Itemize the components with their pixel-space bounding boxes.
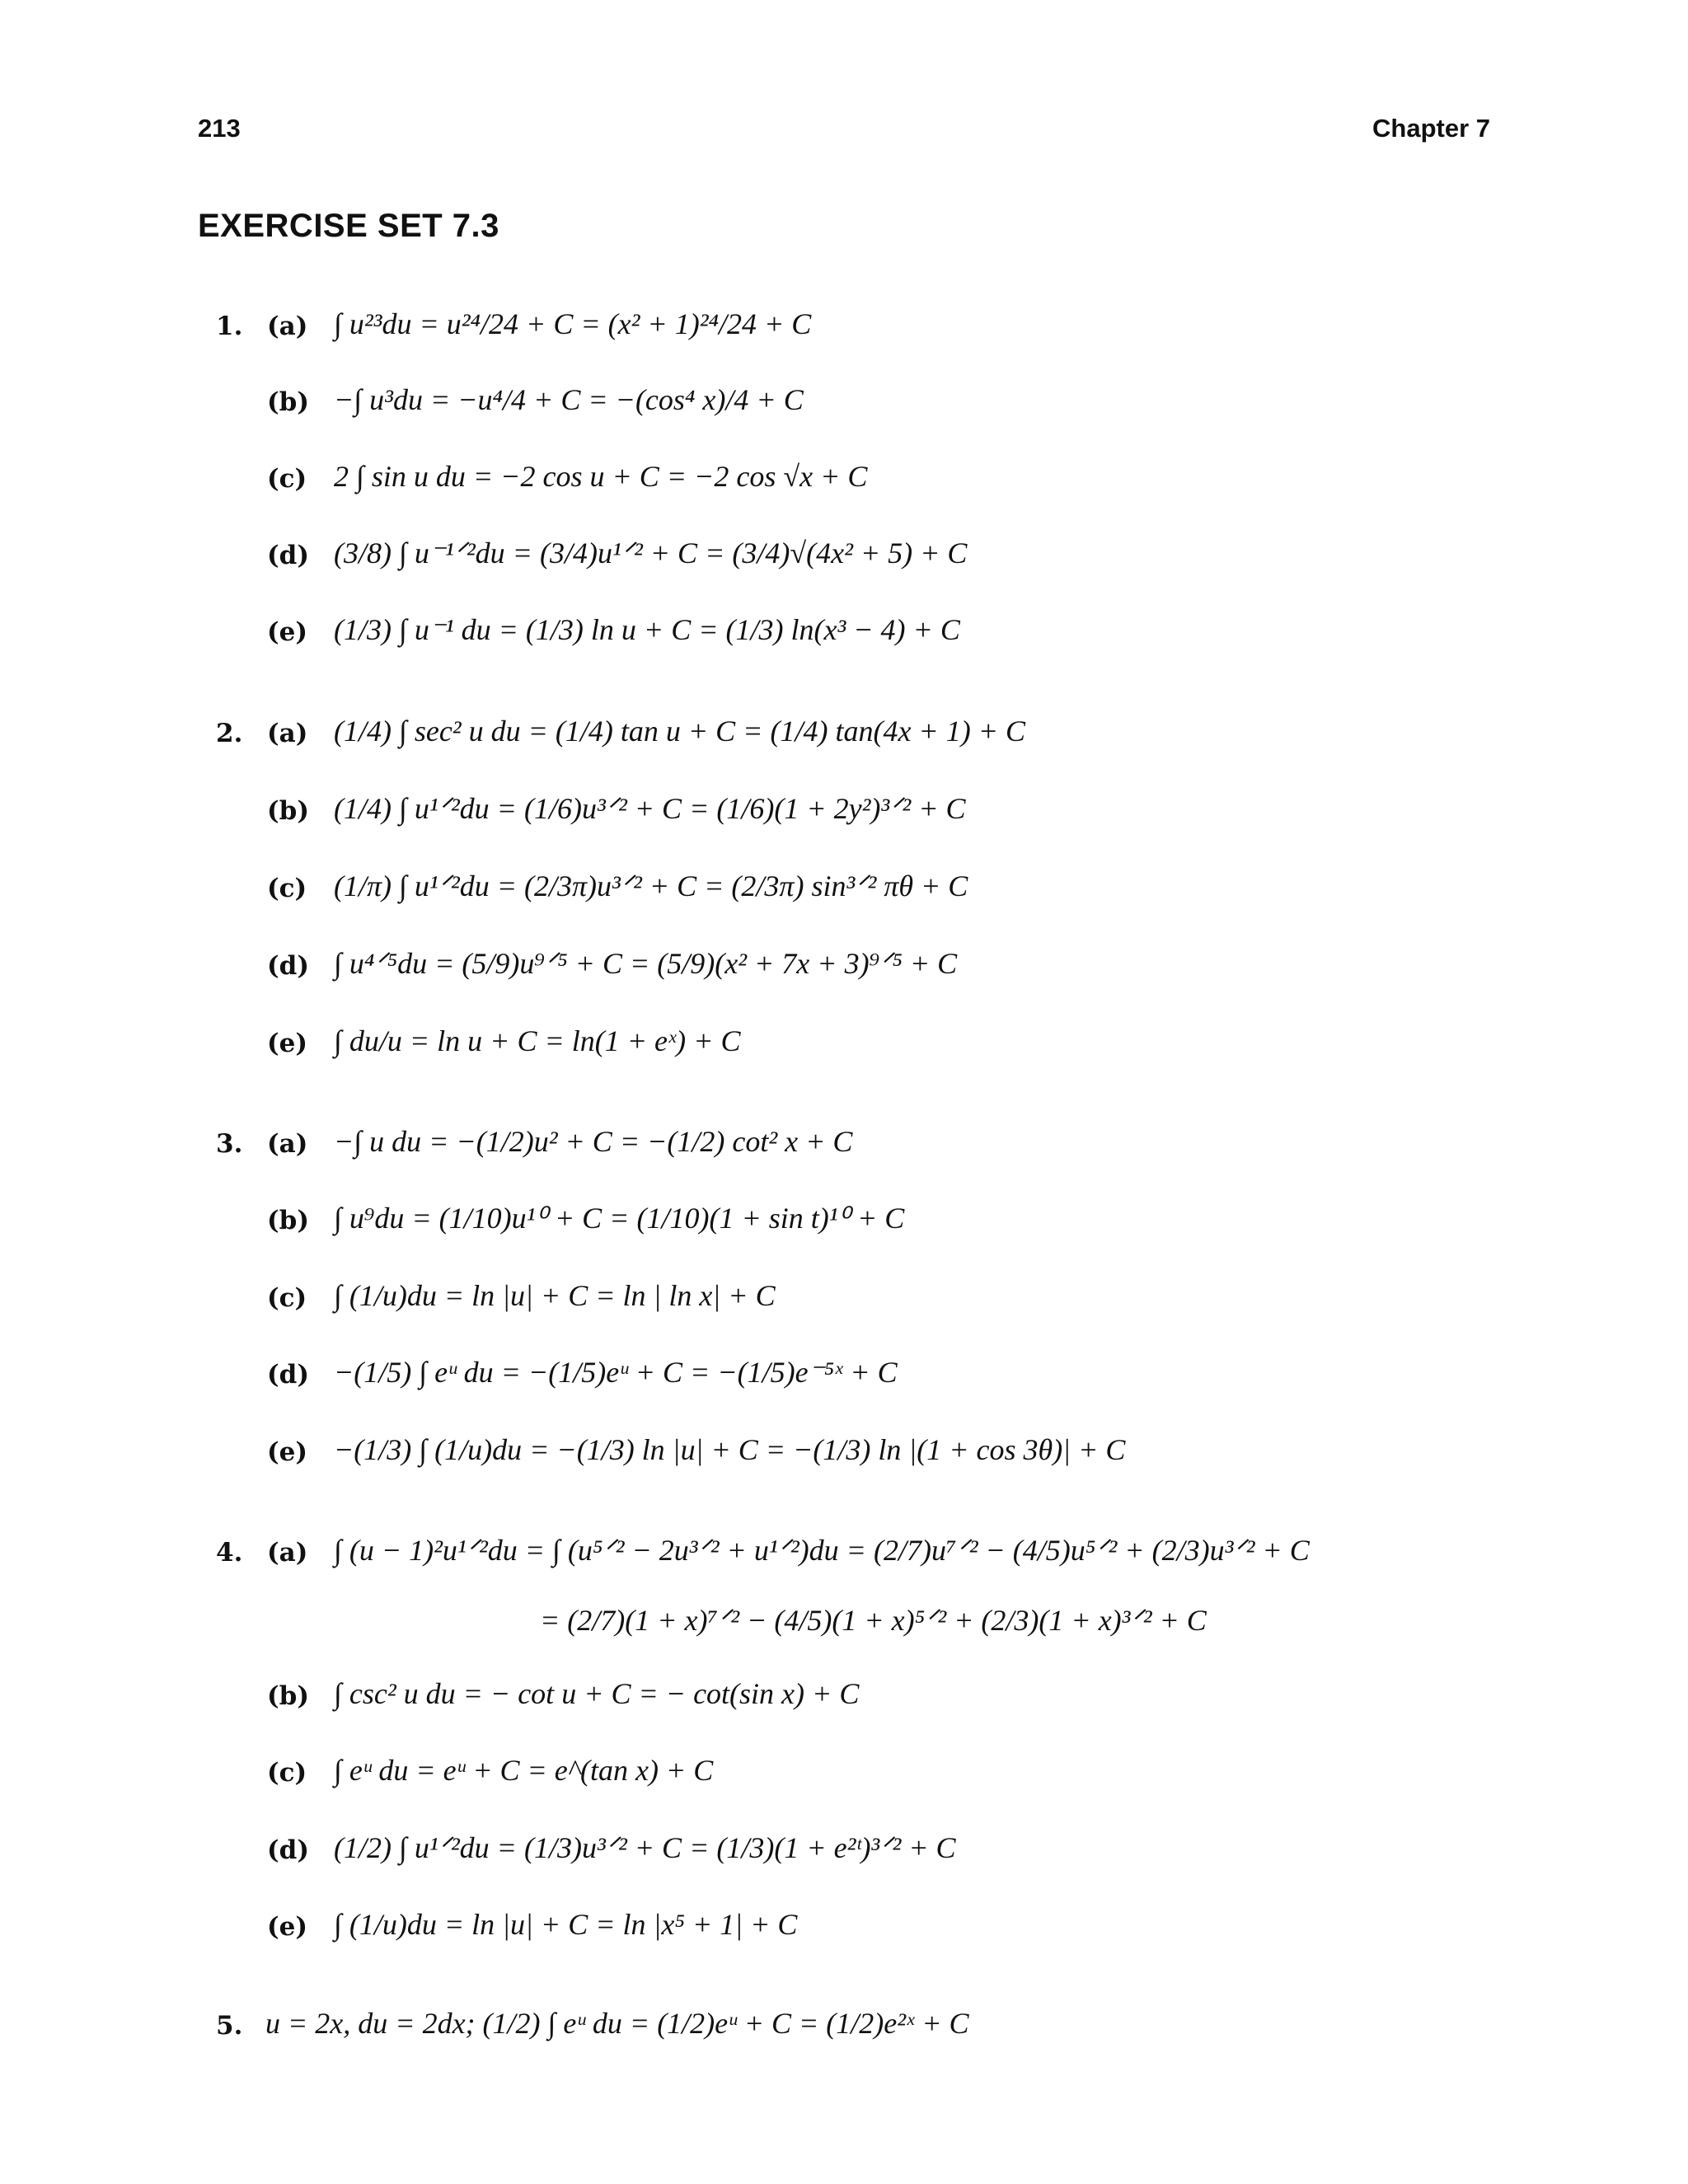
part-label: (c): [267, 464, 307, 494]
equation-line: (1/2) ∫ u¹ᐟ²du = (1/3)u³ᐟ² + C = (1/3)(1 + e²ᵗ)³ᐟ² + C: [334, 1831, 956, 1864]
equation-line: ∫ du/u = ln u + C = ln(1 + eˣ) + C: [334, 1024, 741, 1057]
part-label: (c): [267, 874, 307, 903]
equation-line: 2 ∫ sin u du = −2 cos u + C = −2 cos √x + C: [334, 460, 868, 493]
part-label: (e): [267, 1437, 308, 1467]
part-label: (e): [267, 617, 308, 647]
part-label: (d): [267, 541, 310, 570]
part-label: (e): [267, 1029, 308, 1058]
part-label: (a): [267, 719, 308, 748]
equation-line: ∫ (1/u)du = ln |u| + C = ln | ln x| + C: [334, 1279, 776, 1312]
part-label: (c): [267, 1283, 307, 1313]
part-label: (a): [267, 312, 308, 341]
equation-line: ∫ u⁴ᐟ⁵du = (5/9)u⁹ᐟ⁵ + C = (5/9)(x² + 7x + 3)⁹ᐟ⁵ + C: [334, 947, 958, 980]
equation-line: u = 2x, du = 2dx; (1/2) ∫ eᵘ du = (1/2)eᵘ + C = (1/2)e²ˣ + C: [265, 2007, 969, 2040]
equation-line: ∫ u²³du = u²⁴/24 + C = (x² + 1)²⁴/24 + C: [334, 307, 812, 340]
part-label: (a): [267, 1538, 308, 1568]
equation-line: −∫ u du = −(1/2)u² + C = −(1/2) cot² x + C: [334, 1125, 853, 1158]
equation-line: (1/4) ∫ u¹ᐟ²du = (1/6)u³ᐟ² + C = (1/6)(1 + 2y²)³ᐟ² + C: [334, 792, 966, 825]
equation-line: (1/3) ∫ u⁻¹ du = (1/3) ln u + C = (1/3) ln(x³ − 4) + C: [334, 613, 960, 646]
equation-line: ∫ csc² u du = − cot u + C = − cot(sin x) + C: [334, 1677, 860, 1710]
part-label: (a): [267, 1129, 308, 1159]
equation-line: ∫ (1/u)du = ln |u| + C = ln |x⁵ + 1| + C: [334, 1908, 798, 1941]
equation-line: ∫ eᵘ du = eᵘ + C = e^(tan x) + C: [334, 1754, 714, 1787]
exercise-set-title: EXERCISE SET 7.3: [198, 208, 499, 244]
equation-line: −(1/3) ∫ (1/u)du = −(1/3) ln |u| + C = −(1/3) ln |(1 + cos 3θ)| + C: [334, 1433, 1126, 1466]
equation-line: (3/8) ∫ u⁻¹ᐟ²du = (3/4)u¹ᐟ² + C = (3/4)√(4x² + 5) + C: [334, 537, 968, 569]
part-label: (b): [267, 1681, 310, 1711]
page-number: 213: [198, 114, 241, 143]
equation-continuation-line: = (2/7)(1 + x)⁷ᐟ² − (4/5)(1 + x)⁵ᐟ² + (2/3)(1 + x)³ᐟ² + C: [540, 1604, 1207, 1637]
part-label: (d): [267, 1835, 310, 1865]
problem-number: 5.: [216, 2011, 243, 2041]
problem-number: 3.: [216, 1129, 243, 1159]
part-label: (d): [267, 1360, 310, 1390]
equation-line: −(1/5) ∫ eᵘ du = −(1/5)eᵘ + C = −(1/5)e⁻⁵ˣ + C: [334, 1356, 898, 1389]
part-label: (b): [267, 1206, 310, 1235]
part-label: (e): [267, 1912, 308, 1942]
part-label: (b): [267, 387, 310, 417]
part-label: (c): [267, 1758, 307, 1788]
chapter-label: Chapter 7: [1372, 114, 1490, 143]
equation-line: −∫ u³du = −u⁴/4 + C = −(cos⁴ x)/4 + C: [334, 383, 804, 416]
problem-number: 1.: [216, 312, 243, 341]
part-label: (b): [267, 796, 310, 826]
equation-line: ∫ u⁹du = (1/10)u¹⁰ + C = (1/10)(1 + sin t)¹⁰ + C: [334, 1202, 905, 1235]
equation-line: (1/π) ∫ u¹ᐟ²du = (2/3π)u³ᐟ² + C = (2/3π) sin³ᐟ² πθ + C: [334, 869, 968, 902]
problem-number: 4.: [216, 1538, 243, 1568]
problem-number: 2.: [216, 719, 243, 748]
part-label: (d): [267, 951, 310, 981]
equation-line: (1/4) ∫ sec² u du = (1/4) tan u + C = (1/4) tan(4x + 1) + C: [334, 715, 1026, 748]
equation-line: ∫ (u − 1)²u¹ᐟ²du = ∫ (u⁵ᐟ² − 2u³ᐟ² + u¹ᐟ²)du = (2/7)u⁷ᐟ² − (4/5)u⁵ᐟ² + (2/3)u³ᐟ² + C: [334, 1534, 1310, 1567]
